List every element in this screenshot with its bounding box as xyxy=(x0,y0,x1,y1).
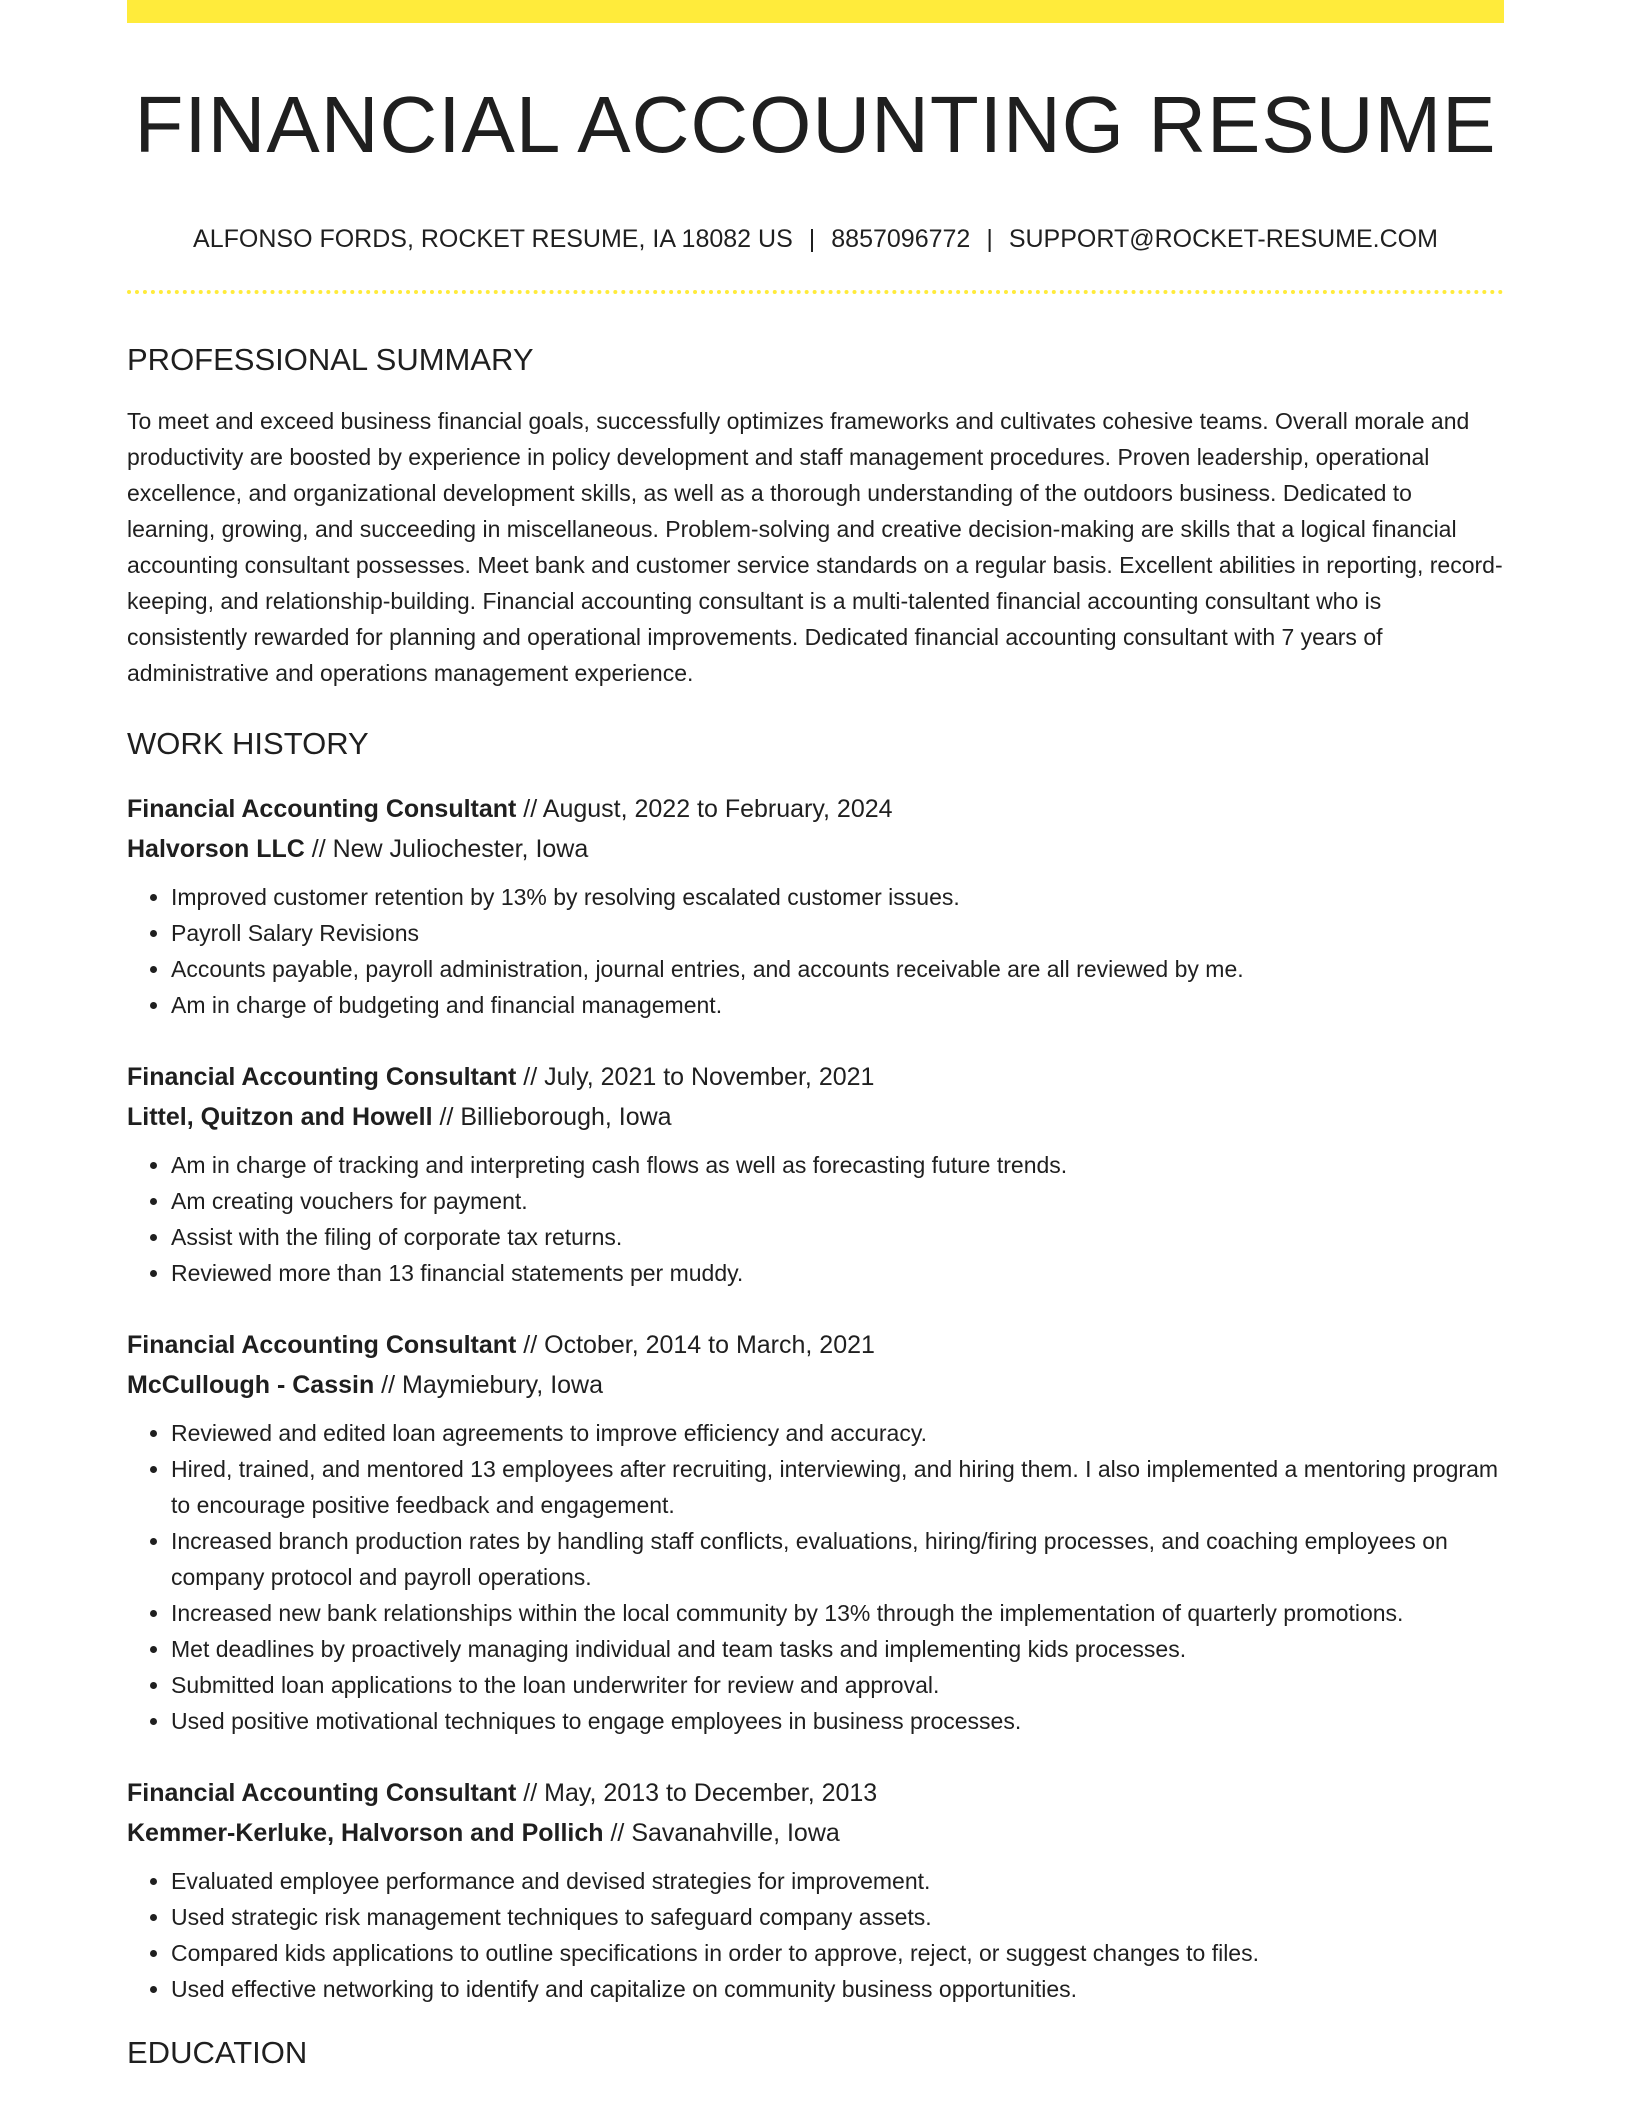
job-bullet: • Accounts payable, payroll administration, journal entries, and accounts receivable are all reviewed by me. xyxy=(171,951,1504,987)
job-bullet: • Hired, trained, and mentored 13 employees after recruiting, interviewing, and hiring them. I also implemented a mentoring program to encourage positive feedback and engagement. xyxy=(171,1451,1504,1523)
job-title-line xyxy=(127,1057,1504,1097)
summary-text: To meet and exceed business financial goals, successfully optimizes frameworks and cultivates cohesive teams. Overall morale and productivity are boosted by experience in policy development and staff management procedures. Proven leadership, operational excellence, and organizational development skills, as well as a thorough understanding of the outdoors business. Dedicated to learning, growing, and succeeding in miscellaneous. Problem-solving and creative decision-making are skills that a logical financial accounting consultant possesses. Meet bank and customer service standards on a regular basis. Excellent abilities in reporting, record-keeping, and relationship-building. Financial accounting consultant is a multi-talented financial accounting consultant who is consistently rewarded for planning and operational improvements. Dedicated financial accounting consultant with 7 years of administrative and operations management experience. xyxy=(127,408,1503,686)
job-location: // Savanahville, Iowa xyxy=(603,1819,840,1847)
job-entry xyxy=(127,1325,1504,1739)
job-company: Kemmer-Kerluke, Halvorson and Pollich xyxy=(127,1819,604,1847)
job-title: Financial Accounting Consultant xyxy=(127,1331,517,1359)
job-bullet: • Reviewed and edited loan agreements to improve efficiency and accuracy. xyxy=(171,1415,1504,1451)
job-entry xyxy=(127,789,1504,1023)
job-bullet: • Used positive motivational techniques to engage employees in business processes. xyxy=(171,1703,1504,1739)
job-dates: // May, 2013 to December, 2013 xyxy=(516,1779,878,1807)
job-bullet: • Am in charge of budgeting and financial management. xyxy=(171,987,1504,1023)
job-company-line xyxy=(127,1097,1504,1137)
job-bullet: • Compared kids applications to outline specifications in order to approve, reject, or suggest changes to files. xyxy=(171,1935,1504,1971)
contact-email: SUPPORT@ROCKET-RESUME.COM xyxy=(1008,225,1438,253)
job-bullet: • Increased new bank relationships within the local community by 13% through the implementation of quarterly promotions. xyxy=(171,1595,1504,1631)
contact-phone: 8857096772 xyxy=(831,225,971,253)
top-accent-bar xyxy=(127,0,1504,23)
dotted-divider xyxy=(127,290,1504,294)
job-dates: // October, 2014 to March, 2021 xyxy=(516,1331,875,1359)
job-bullet: • Am creating vouchers for payment. xyxy=(171,1183,1504,1219)
job-bullet: • Reviewed more than 13 financial statements per muddy. xyxy=(171,1255,1504,1291)
job-company: McCullough - Cassin xyxy=(127,1371,375,1399)
job-bullet: • Met deadlines by proactively managing individual and team tasks and implementing kids processes. xyxy=(171,1631,1504,1667)
job-location: // Maymiebury, Iowa xyxy=(374,1371,604,1399)
job-bullet: • Payroll Salary Revisions xyxy=(171,915,1504,951)
job-bullet: • Used effective networking to identify and capitalize on community business opportunities. xyxy=(171,1971,1504,2007)
job-location: // Billieborough, Iowa xyxy=(432,1103,672,1131)
job-bullet: • Assist with the filing of corporate tax returns. xyxy=(171,1219,1504,1255)
job-company-line xyxy=(127,1365,1504,1405)
job-entry xyxy=(127,1773,1504,2007)
summary-heading: PROFESSIONAL SUMMARY xyxy=(127,342,534,377)
job-company-line xyxy=(127,1813,1504,1853)
job-company: Littel, Quitzon and Howell xyxy=(127,1103,433,1131)
job-bullet: • Am in charge of tracking and interpreting cash flows as well as forecasting future trends. xyxy=(171,1147,1504,1183)
job-bullet: • Used strategic risk management techniques to safeguard company assets. xyxy=(171,1899,1504,1935)
contact-line xyxy=(127,227,1504,252)
contact-address: ALFONSO FORDS, ROCKET RESUME, IA 18082 US xyxy=(193,225,793,253)
job-title-line xyxy=(127,1325,1504,1365)
job-bullet-list xyxy=(127,1863,1504,2007)
job-title: Financial Accounting Consultant xyxy=(127,1063,517,1091)
job-bullet-list xyxy=(127,1147,1504,1291)
job-dates: // August, 2022 to February, 2024 xyxy=(516,795,893,823)
job-bullet-list xyxy=(127,1415,1504,1739)
job-title-line xyxy=(127,1773,1504,1813)
contact-separator: | xyxy=(808,225,816,253)
job-location: // New Juliochester, Iowa xyxy=(304,835,589,863)
job-bullet: • Evaluated employee performance and devised strategies for improvement. xyxy=(171,1863,1504,1899)
work-history-heading: WORK HISTORY xyxy=(127,726,369,761)
job-bullet: • Increased branch production rates by handling staff conflicts, evaluations, hiring/firing processes, and coaching employees on company protocol and payroll operations. xyxy=(171,1523,1504,1595)
job-title-line xyxy=(127,789,1504,829)
resume-page xyxy=(127,0,1504,2068)
work-history-list xyxy=(127,789,1504,2007)
resume-title: FINANCIAL ACCOUNTING RESUME xyxy=(134,80,1497,169)
education-heading: EDUCATION xyxy=(127,2035,308,2070)
job-title: Financial Accounting Consultant xyxy=(127,1779,517,1807)
job-bullet: • Improved customer retention by 13% by resolving escalated customer issues. xyxy=(171,879,1504,915)
job-bullet: • Submitted loan applications to the loan underwriter for review and approval. xyxy=(171,1667,1504,1703)
contact-separator: | xyxy=(986,225,993,253)
job-entry xyxy=(127,1057,1504,1291)
job-title: Financial Accounting Consultant xyxy=(127,795,517,823)
job-company: Halvorson LLC xyxy=(127,835,305,863)
job-company-line xyxy=(127,829,1504,869)
job-bullet-list xyxy=(127,879,1504,1023)
job-dates: // July, 2021 to November, 2021 xyxy=(516,1063,875,1091)
